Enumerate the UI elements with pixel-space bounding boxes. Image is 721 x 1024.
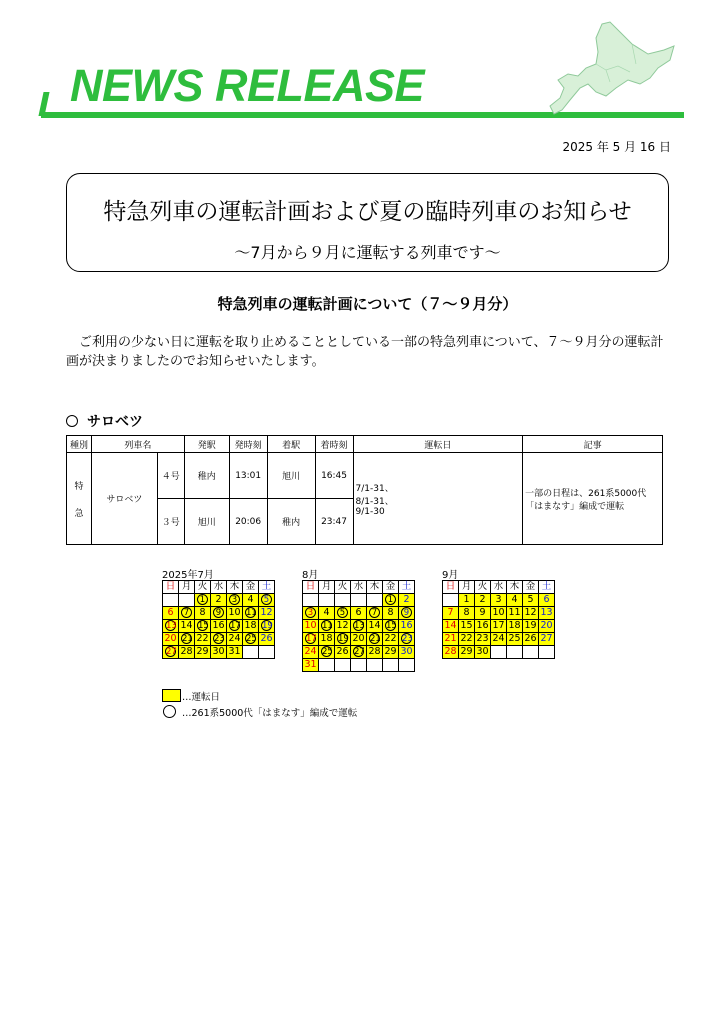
calendar-day: 8 [195, 607, 211, 620]
days-july: 7/1-31、 [355, 483, 394, 494]
calendar-day: 1 [195, 594, 211, 607]
calendar-day: 28 [368, 646, 381, 657]
calendar-day: 16 [476, 620, 489, 631]
calendar-day: 14 [180, 620, 193, 631]
calendar-day: 1 [459, 594, 475, 607]
calendar-empty-cell [335, 594, 351, 607]
calendar-day: 2 [475, 594, 491, 607]
calendar-empty-cell [351, 594, 367, 607]
calendar-day: 13 [351, 620, 367, 633]
calendar-day: 11 [508, 607, 521, 618]
weekday-header: 月 [179, 581, 195, 594]
calendar-month-label: 9月 [442, 570, 459, 581]
legend-circle-icon [163, 705, 176, 718]
header-type: 種別 [67, 436, 92, 453]
timetable [66, 435, 663, 545]
calendar-day: 9 [475, 607, 491, 620]
calendar-day: 13 [163, 620, 179, 633]
train-type-2: 急 [74, 508, 84, 519]
weekday-header: 水 [491, 581, 507, 594]
calendar-day: 30 [400, 646, 413, 657]
calendar-day: 24 [304, 646, 317, 657]
calendar-day: 25 [319, 646, 335, 659]
calendar-day: 4 [319, 607, 335, 620]
calendar-day: 18 [244, 620, 257, 631]
calendar-day: 1 [383, 594, 399, 607]
calendar-day: 29 [196, 646, 209, 657]
hokkaido-map-icon [540, 18, 680, 118]
calendar-day: 22 [384, 633, 397, 644]
weekday-header: 金 [243, 581, 259, 594]
calendar-empty-cell [507, 646, 523, 659]
weekday-header: 土 [259, 581, 275, 594]
calendar-day: 12 [336, 620, 349, 631]
calendar-day: 12 [524, 607, 537, 618]
calendar-day: 27 [540, 633, 553, 644]
calendar-day: 29 [460, 646, 473, 657]
header-arr-station: 着駅 [267, 436, 315, 453]
calendar-day: 14 [368, 620, 381, 631]
calendar-day: 7 [179, 607, 195, 620]
calendar-day: 2 [399, 594, 415, 607]
calendar-day: 3 [491, 594, 507, 607]
calendar-day: 10 [304, 620, 317, 631]
sub-title: ～7月から９月に運転する列車です～ [234, 243, 501, 262]
calendar-empty-cell [383, 659, 399, 672]
calendar-empty-cell [367, 594, 383, 607]
train-type-1: 特 [74, 481, 84, 492]
calendar-day: 4 [243, 594, 259, 607]
route-heading [66, 411, 143, 431]
calendar-day: 25 [243, 633, 259, 646]
days-august: 8/1-31、 [355, 496, 394, 507]
calendar-day: 16 [212, 620, 225, 631]
calendar-day: 23 [211, 633, 227, 646]
calendar-empty-cell [259, 646, 275, 659]
dep-station: 稚内 [184, 453, 229, 499]
calendar-empty-cell [179, 594, 195, 607]
calendar-day: 19 [259, 620, 275, 633]
calendar-day: 21 [444, 633, 457, 644]
calendar-empty-cell [303, 594, 319, 607]
calendar-day: 6 [163, 607, 179, 620]
calendar-day: 20 [352, 633, 365, 644]
weekday-header: 日 [443, 581, 459, 594]
header-dep-time: 発時刻 [229, 436, 267, 453]
calendar-day: 17 [303, 633, 319, 646]
note-line-1: 一部の日程は、261系5000代 [525, 488, 647, 499]
weekday-header: 火 [475, 581, 491, 594]
calendar-day: 19 [524, 620, 537, 631]
calendar-day: 19 [335, 633, 351, 646]
calendar [162, 580, 275, 659]
dep-station: 旭川 [184, 499, 229, 545]
calendar-day: 26 [260, 633, 273, 644]
calendar-day: 27 [163, 646, 179, 659]
calendar-day: 20 [164, 633, 177, 644]
weekday-header: 日 [163, 581, 179, 594]
weekday-header: 月 [319, 581, 335, 594]
arr-time: 16:45 [315, 453, 353, 499]
weekday-header: 火 [335, 581, 351, 594]
note-line-2: 「はまなす」編成で運転 [525, 501, 625, 512]
note [523, 453, 663, 545]
calendar-day: 15 [195, 620, 211, 633]
calendar-day: 21 [367, 633, 383, 646]
calendar-day: 23 [399, 633, 415, 646]
calendar-empty-cell [163, 594, 179, 607]
calendar-day: 15 [460, 620, 473, 631]
calendar-day: 6 [539, 594, 555, 607]
calendar-empty-cell [335, 659, 351, 672]
calendar-day: 13 [540, 607, 553, 618]
calendar-day: 4 [507, 594, 523, 607]
calendar-empty-cell [523, 646, 539, 659]
header-dep-station: 発駅 [184, 436, 229, 453]
arr-station: 稚内 [267, 499, 315, 545]
weekday-header: 金 [383, 581, 399, 594]
calendar-empty-cell [367, 659, 383, 672]
calendar-day: 11 [319, 620, 335, 633]
calendar-day: 3 [227, 594, 243, 607]
calendar-empty-cell [443, 594, 459, 607]
calendar-day: 25 [508, 633, 521, 644]
calendar-day: 24 [492, 633, 505, 644]
calendar-empty-cell [319, 594, 335, 607]
calendar-day: 21 [179, 633, 195, 646]
calendar-day: 27 [351, 646, 367, 659]
calendar-empty-cell [399, 659, 415, 672]
calendar-day: 30 [476, 646, 489, 657]
calendar-day: 31 [304, 659, 317, 670]
header-name: 列車名 [91, 436, 184, 453]
train-type [67, 453, 92, 545]
calendar-day: 7 [367, 607, 383, 620]
calendar-empty-cell [491, 646, 507, 659]
weekday-header: 金 [523, 581, 539, 594]
calendar-day: 5 [335, 607, 351, 620]
calendar-day: 16 [400, 620, 413, 631]
train-number: ４号 [157, 453, 184, 499]
calendar-day: 17 [492, 620, 505, 631]
legend-yellow-swatch [162, 689, 181, 702]
calendar-day: 10 [492, 607, 505, 618]
calendar-empty-cell [351, 659, 367, 672]
calendar-day: 2 [211, 594, 227, 607]
weekday-header: 土 [399, 581, 415, 594]
table-row [67, 453, 663, 499]
circle-bullet-icon [66, 415, 78, 427]
calendar-day: 5 [259, 594, 275, 607]
calendar-day: 18 [508, 620, 521, 631]
calendar-day: 5 [523, 594, 539, 607]
weekday-header: 水 [351, 581, 367, 594]
weekday-header: 木 [227, 581, 243, 594]
calendar-day: 3 [303, 607, 319, 620]
timetable-header-row [67, 436, 663, 453]
weekday-header: 水 [211, 581, 227, 594]
calendar-day: 24 [228, 633, 241, 644]
calendar-day: 9 [211, 607, 227, 620]
calendar-day: 15 [383, 620, 399, 633]
weekday-header: 火 [195, 581, 211, 594]
calendar [442, 580, 555, 659]
calendar-day: 26 [336, 646, 349, 657]
calendar-empty-cell [539, 646, 555, 659]
calendar-day: 12 [260, 607, 273, 618]
calendar-day: 9 [399, 607, 415, 620]
calendar-day: 14 [444, 620, 457, 631]
arr-time: 23:47 [315, 499, 353, 545]
calendar-day: 8 [459, 607, 475, 620]
main-title: 特急列車の運転計画および夏の臨時列車のお知らせ [103, 199, 632, 225]
news-release-title: NEWS RELEASE [70, 60, 425, 111]
calendar-day: 10 [228, 607, 241, 618]
weekday-header: 木 [507, 581, 523, 594]
calendar-day: 8 [383, 607, 399, 620]
calendar-month-label: 2025年7月 [162, 570, 214, 581]
calendar-day: 23 [476, 633, 489, 644]
calendar-day: 26 [524, 633, 537, 644]
calendar-day: 22 [196, 633, 209, 644]
intro-paragraph: ご利用の少ない日に運転を取り止めることとしている一部の特急列車について、７～９月分の運転計画が決まりましたのでお知らせいたします。 [66, 335, 664, 369]
arr-station: 旭川 [267, 453, 315, 499]
calendar-day: 29 [384, 646, 397, 657]
dep-time: 13:01 [229, 453, 267, 499]
calendar-day: 28 [180, 646, 193, 657]
operating-days [353, 453, 523, 545]
days-september: 9/1-30 [355, 506, 385, 517]
calendar-empty-cell [243, 646, 259, 659]
train-number: ３号 [157, 499, 184, 545]
legend-hamanasu: …261系5000代「はまなす」編成で運転 [182, 708, 358, 719]
calendar-day: 28 [444, 646, 457, 657]
weekday-header: 月 [459, 581, 475, 594]
dep-time: 20:06 [229, 499, 267, 545]
calendar-day: 18 [320, 633, 333, 644]
weekday-header: 木 [367, 581, 383, 594]
calendar-day: 6 [351, 607, 367, 620]
weekday-header: 日 [303, 581, 319, 594]
train-name: サロベツ [91, 453, 157, 545]
header-arr-time: 着時刻 [315, 436, 353, 453]
legend-run-day: …運転日 [182, 692, 221, 703]
calendar-day: 31 [228, 646, 241, 657]
calendar-day: 7 [443, 607, 459, 620]
calendar-day: 11 [243, 607, 259, 620]
release-date: 2025 年 5 月 16 日 [562, 140, 671, 154]
calendar-day: 30 [212, 646, 225, 657]
weekday-header: 土 [539, 581, 555, 594]
calendar-empty-cell [319, 659, 335, 672]
calendar [302, 580, 415, 672]
route-name: サロベツ [87, 414, 143, 430]
header-days: 運転日 [353, 436, 523, 453]
calendar-day: 22 [460, 633, 473, 644]
calendar-month-label: 8月 [302, 570, 319, 581]
header-note: 記事 [523, 436, 663, 453]
calendar-day: 20 [540, 620, 553, 631]
section-heading: 特急列車の運転計画について（７～９月分） [217, 295, 518, 313]
calendar-day: 17 [227, 620, 243, 633]
